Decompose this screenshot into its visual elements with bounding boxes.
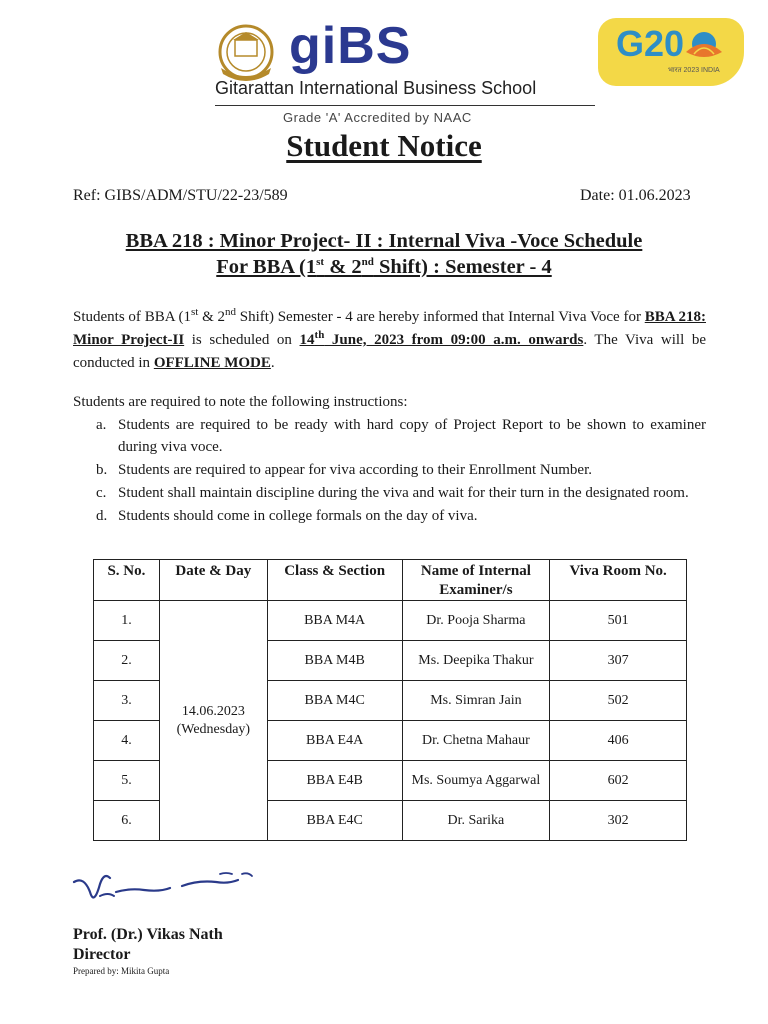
cell-sno: 3. [94, 681, 160, 721]
viva-datetime: 14th June, 2023 from 09:00 a.m. onwards [299, 329, 584, 348]
cell-sno: 6. [94, 801, 160, 841]
header-date-day: Date & Day [159, 560, 267, 601]
header-class-section: Class & Section [267, 560, 402, 601]
viva-day: (Wednesday) [176, 721, 251, 737]
cell-room: 502 [550, 681, 687, 721]
signature-icon [70, 862, 260, 928]
intro-paragraph: Students of BBA (1st & 2nd Shift) Semester - 4 are hereby informed that Internal Viva Voce for BBA 218: Minor Project-II is scheduled on 14th June, 2023 from 09:00 a.m. onwards. The Viva will be conducted in OFFLINE MODE. [73, 306, 706, 371]
viva-mode: OFFLINE MODE [153, 355, 271, 371]
letterhead [205, 14, 625, 124]
viva-date: 14.06.2023 [181, 703, 245, 719]
cell-class: BBA M4A [267, 601, 402, 641]
list-item: b. Students are required to appear for viva according to their Enrollment Number. [96, 462, 593, 478]
accreditation-line: Grade 'A' Accredited by NAAC [283, 110, 472, 125]
cell-examiner: Ms. Deepika Thakur [402, 641, 550, 681]
instructions-heading: Students are required to note the following instructions: [73, 394, 408, 410]
cell-class: BBA M4C [267, 681, 402, 721]
cell-class: BBA E4A [267, 721, 402, 761]
table-row [94, 601, 687, 641]
notice-subject [0, 228, 768, 280]
list-item: a. Students are required to be ready with hard copy of Project Report to be shown to examiner during viva voce. [96, 417, 706, 455]
subject-line-1: BBA 218 : Minor Project- II : Internal Viva -Voce Schedule [125, 230, 643, 252]
cell-class: BBA M4B [267, 641, 402, 681]
table-header-row [94, 560, 687, 601]
cell-date-day [159, 601, 267, 841]
cell-examiner: Ms. Soumya Aggarwal [402, 761, 550, 801]
prepared-by: Prepared by: Mikita Gupta [73, 966, 170, 976]
header-sno: S. No. [94, 560, 160, 601]
g20-logo [598, 18, 744, 86]
cell-room: 406 [550, 721, 687, 761]
g20-subtitle: भारत 2023 INDIA [668, 67, 720, 74]
cell-examiner: Dr. Pooja Sharma [402, 601, 550, 641]
list-item: d. Students should come in college formals on the day of viva. [96, 508, 478, 524]
cell-examiner: Dr. Chetna Mahaur [402, 721, 550, 761]
brand-logo-text: giBS [289, 17, 412, 75]
header-divider [215, 105, 595, 106]
instructions-list [96, 414, 706, 528]
lotus-globe-icon [682, 28, 726, 64]
viva-schedule-table [93, 559, 687, 841]
course-name: BBA 218: Minor Project-II [73, 309, 706, 348]
cell-sno: 2. [94, 641, 160, 681]
cell-sno: 4. [94, 721, 160, 761]
cell-sno: 5. [94, 761, 160, 801]
school-emblem-icon [213, 22, 279, 84]
cell-room: 302 [550, 801, 687, 841]
page-title: Student Notice [286, 128, 482, 163]
header-examiner: Name of Internal Examiner/s [402, 560, 550, 601]
signatory-role: Director [73, 946, 131, 963]
list-item: c. Student shall maintain discipline during the viva and wait for their turn in the designated room. [96, 485, 689, 501]
cell-examiner: Dr. Sarika [402, 801, 550, 841]
g20-logo-text: G20 [616, 23, 685, 64]
cell-room: 501 [550, 601, 687, 641]
cell-sno: 1. [94, 601, 160, 641]
cell-room: 307 [550, 641, 687, 681]
cell-examiner: Ms. Simran Jain [402, 681, 550, 721]
signatory-name: Prof. (Dr.) Vikas Nath [73, 926, 223, 943]
subject-line-2: For BBA (1st & 2nd Shift) : Semester - 4 [216, 256, 552, 278]
school-name: Gitarattan International Business School [215, 78, 537, 98]
notice-date: Date: 01.06.2023 [580, 187, 691, 204]
cell-room: 602 [550, 761, 687, 801]
header-room: Viva Room No. [550, 560, 687, 601]
cell-class: BBA E4B [267, 761, 402, 801]
cell-class: BBA E4C [267, 801, 402, 841]
reference-number: Ref: GIBS/ADM/STU/22-23/589 [73, 187, 288, 204]
